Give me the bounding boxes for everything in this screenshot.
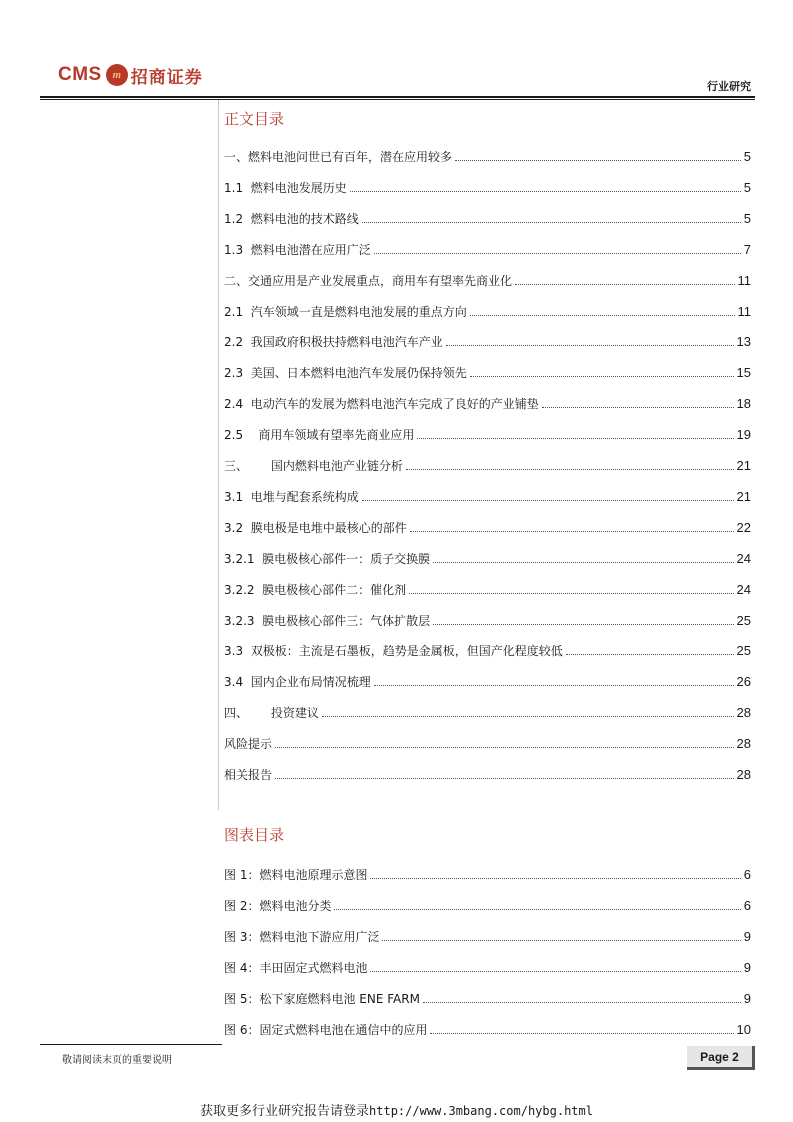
entry-page-number: 24 <box>736 581 751 597</box>
entry-label: 相关报告 <box>224 768 273 782</box>
entry-page-number: 9 <box>743 991 751 1006</box>
entry-page-number: 25 <box>736 612 751 628</box>
entry-label: 2.2 我国政府积极扶持燃料电池汽车产业 <box>224 335 443 350</box>
download-text: 获取更多行业研究报告请登录 <box>200 1104 370 1119</box>
entry-page-number: 28 <box>736 767 751 782</box>
entry-label: 2.4 电动汽车的发展为燃料电池汽车完成了良好的产业铺垫 <box>224 397 539 412</box>
dot-leader <box>334 909 740 910</box>
dot-leader <box>406 469 734 470</box>
dot-leader <box>423 1002 741 1003</box>
dot-leader <box>275 747 734 748</box>
entry-label: 图 2：燃料电池分类 <box>224 899 332 913</box>
toc-entry[interactable] <box>224 550 751 566</box>
entry-page-number: 25 <box>736 643 751 659</box>
dot-leader <box>433 562 733 563</box>
header-rule-thin <box>40 99 755 100</box>
dot-leader <box>433 624 733 625</box>
entry-label: 3.2.3 膜电极核心部件三：气体扩散层 <box>224 613 431 628</box>
company-logo <box>58 58 203 92</box>
dot-leader <box>370 878 740 879</box>
dot-leader <box>470 376 734 377</box>
entry-label: 1.2 燃料电池的技术路线 <box>224 211 359 226</box>
entry-page-number: 6 <box>743 898 751 913</box>
entry-label: 1.1 燃料电池发展历史 <box>224 180 347 195</box>
entry-page-number: 5 <box>743 149 751 164</box>
footer-disclaimer-note: 敬请阅读末页的重要说明 <box>62 1055 172 1066</box>
entry-page-number: 7 <box>743 241 751 257</box>
entry-page-number: 18 <box>736 396 751 412</box>
download-banner <box>0 1100 793 1119</box>
toc-entry[interactable] <box>224 519 751 535</box>
entry-label: 一、燃料电池问世已有百年，潜在应用较多 <box>224 150 453 164</box>
entry-page-number: 9 <box>743 929 751 944</box>
dot-leader <box>455 160 741 161</box>
entry-label: 图 4：丰田固定式燃料电池 <box>224 961 368 975</box>
toc-entry[interactable] <box>224 612 751 628</box>
entry-label: 四、 投资建议 <box>224 706 319 721</box>
entry-page-number: 11 <box>737 272 751 288</box>
entry-label: 2.3 美国、日本燃料电池汽车发展仍保持领先 <box>224 366 467 381</box>
dot-leader <box>515 284 734 285</box>
entry-page-number: 21 <box>736 488 751 504</box>
entry-page-number: 26 <box>736 674 751 690</box>
dot-leader <box>374 685 734 686</box>
dot-leader <box>322 716 734 717</box>
dot-leader <box>374 253 741 254</box>
figure-entry[interactable] <box>224 1021 751 1037</box>
dot-leader <box>382 940 740 941</box>
entry-label: 图 5：松下家庭燃料电池 ENE FARM <box>224 992 420 1006</box>
toc-entry[interactable] <box>224 333 751 349</box>
report-category: 行业研究 <box>707 80 751 93</box>
figure-entry[interactable] <box>224 928 751 944</box>
entry-page-number: 28 <box>736 736 751 752</box>
dot-leader <box>362 222 741 223</box>
figure-entry[interactable] <box>224 897 751 913</box>
entry-page-number: 11 <box>737 303 751 319</box>
entry-label: 2.1 汽车领域一直是燃料电池发展的重点方向 <box>224 304 467 319</box>
left-margin-rule <box>218 100 219 810</box>
entry-page-number: 5 <box>743 179 751 195</box>
entry-label: 图 1：燃料电池原理示意图 <box>224 868 368 882</box>
toc-entry[interactable] <box>224 395 751 411</box>
toc-entry[interactable] <box>224 148 751 164</box>
dot-leader <box>275 778 734 779</box>
entry-page-number: 21 <box>736 458 751 473</box>
toc-entry[interactable] <box>224 735 751 751</box>
entry-label: 3.2 膜电极是电堆中最核心的部件 <box>224 520 407 535</box>
download-link[interactable]: http://www.3mbang.com/hybg.html <box>369 1104 593 1118</box>
figures-title: 图表目录 <box>224 826 285 844</box>
dot-leader <box>542 407 734 408</box>
entry-label: 3.2.1 膜电极核心部件一：质子交换膜 <box>224 551 431 566</box>
dot-leader <box>362 500 734 501</box>
toc-entry[interactable] <box>224 426 751 442</box>
logo-badge-icon: m <box>106 64 128 86</box>
dot-leader <box>430 1033 733 1034</box>
entry-label: 风险提示 <box>224 737 273 752</box>
toc-entry[interactable] <box>224 704 751 720</box>
header-rule <box>40 96 755 98</box>
entry-label: 3.1 电堆与配套系统构成 <box>224 489 359 504</box>
dot-leader <box>350 191 741 192</box>
dot-leader <box>370 971 740 972</box>
entry-page-number: 13 <box>736 334 751 350</box>
entry-label: 图 6：固定式燃料电池在通信中的应用 <box>224 1023 428 1037</box>
entry-page-number: 5 <box>743 210 751 226</box>
entry-page-number: 15 <box>736 365 751 381</box>
toc-entry[interactable] <box>224 179 751 195</box>
entry-label: 图 3：燃料电池下游应用广泛 <box>224 930 380 944</box>
toc-entry[interactable] <box>224 272 751 288</box>
toc-entry[interactable] <box>224 303 751 319</box>
toc-entry[interactable] <box>224 766 751 782</box>
toc-entry[interactable] <box>224 457 751 473</box>
figure-entry[interactable] <box>224 990 751 1006</box>
logo-company-name: 招商证券 <box>130 67 203 88</box>
entry-label: 1.3 燃料电池潜在应用广泛 <box>224 242 371 257</box>
entry-label: 3.3 双极板：主流是石墨板，趋势是金属板，但国产化程度较低 <box>224 644 563 659</box>
figure-entry[interactable] <box>224 866 751 882</box>
entry-page-number: 22 <box>736 519 751 535</box>
entry-label: 二、交通应用是产业发展重点，商用车有望率先商业化 <box>224 273 513 288</box>
logo-cms-text: CMS <box>58 64 102 85</box>
entry-page-number: 24 <box>736 550 751 566</box>
toc-entry[interactable] <box>224 673 751 689</box>
page-number-badge: Page 2 <box>687 1046 755 1070</box>
dot-leader <box>417 438 733 439</box>
entry-page-number: 10 <box>736 1022 751 1037</box>
dot-leader <box>409 593 733 594</box>
entry-label: 3.4 国内企业布局情况梳理 <box>224 675 371 690</box>
toc-entry[interactable] <box>224 581 751 597</box>
toc-entry[interactable] <box>224 241 751 257</box>
toc-entry[interactable] <box>224 210 751 226</box>
toc-title: 正文目录 <box>224 110 285 128</box>
dot-leader <box>410 531 734 532</box>
entry-page-number: 6 <box>743 867 751 882</box>
page-header <box>40 58 755 100</box>
toc-entry[interactable] <box>224 364 751 380</box>
footer-rule <box>40 1044 222 1045</box>
dot-leader <box>566 654 734 655</box>
dot-leader <box>446 345 734 346</box>
entry-page-number: 28 <box>736 705 751 721</box>
figure-entry[interactable] <box>224 959 751 975</box>
toc-entry[interactable] <box>224 488 751 504</box>
entry-label: 三、 国内燃料电池产业链分析 <box>224 459 403 473</box>
toc-entry[interactable] <box>224 642 751 658</box>
entry-label: 2.5 商用车领域有望率先商业应用 <box>224 428 415 443</box>
entry-label: 3.2.2 膜电极核心部件二：催化剂 <box>224 582 407 597</box>
dot-leader <box>470 315 735 316</box>
entry-page-number: 19 <box>736 427 751 443</box>
entry-page-number: 9 <box>743 960 751 975</box>
